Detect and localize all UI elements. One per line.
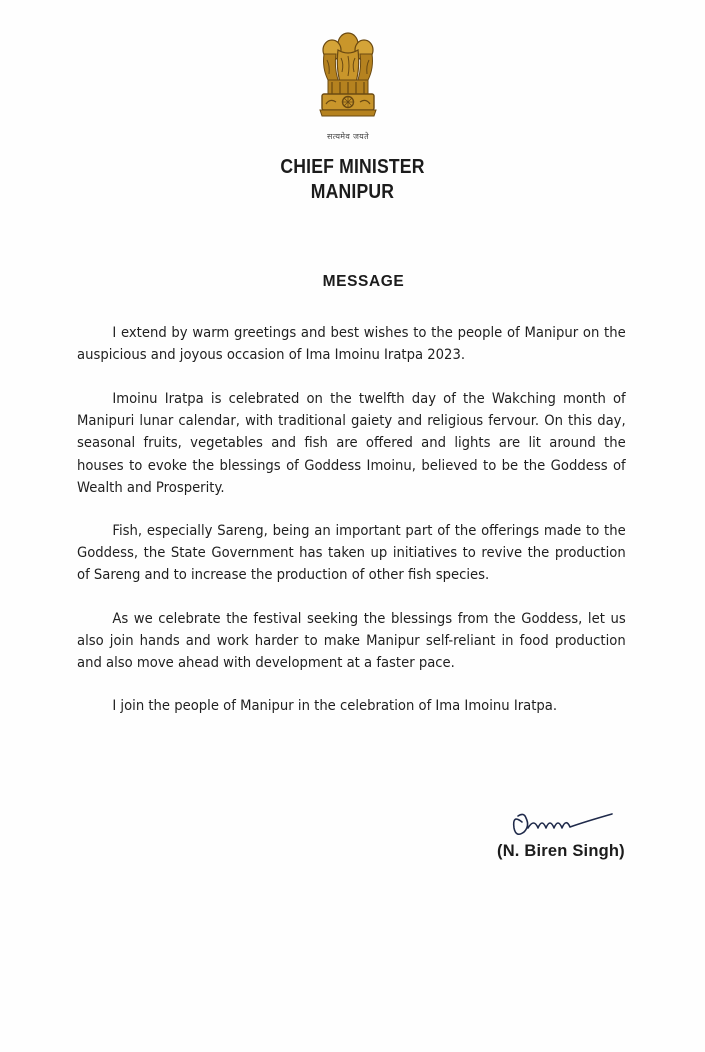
message-paragraph: I extend by warm greetings and best wishes to the people of Manipur on the auspicious and joyous occasion of Ima Imoinu Iratpa 2023. xyxy=(77,325,626,364)
message-paragraph: Imoinu Iratpa is celebrated on the twelfth day of the Wakching month of Manipuri lunar calendar, with traditional gaiety and religious fervour. On this day, seasonal fruits, vegetables and fish are offered and lights are lit around the houses to evoke the blessings of Goddess Imoinu, believed to be the Goddess of Wealth and Prosperity. xyxy=(77,391,626,496)
state-title: MANIPUR xyxy=(310,181,395,203)
message-paragraph: Fish, especially Sareng, being an important part of the offerings made to the Goddess, the State Government has taken up initiatives to revive the production of Sareng and to increase the production of other fish species. xyxy=(77,523,626,584)
signature-icon xyxy=(504,800,616,844)
signatory-name: (N. Biren Singh) xyxy=(497,842,625,860)
message-title: MESSAGE xyxy=(322,273,405,290)
national-emblem-icon xyxy=(308,28,388,133)
message-paragraph: As we celebrate the festival seeking the blessings from the Goddess, let us also join hands and work harder to make Manipur self-reliant in food production and also move ahead with development at a faster pace. xyxy=(77,611,626,672)
office-title: CHIEF MINISTER xyxy=(280,156,425,178)
message-paragraph: I join the people of Manipur in the celebration of Ima Imoinu Iratpa. xyxy=(112,698,558,714)
emblem-motto: सत्यमेव जयते xyxy=(327,132,369,141)
